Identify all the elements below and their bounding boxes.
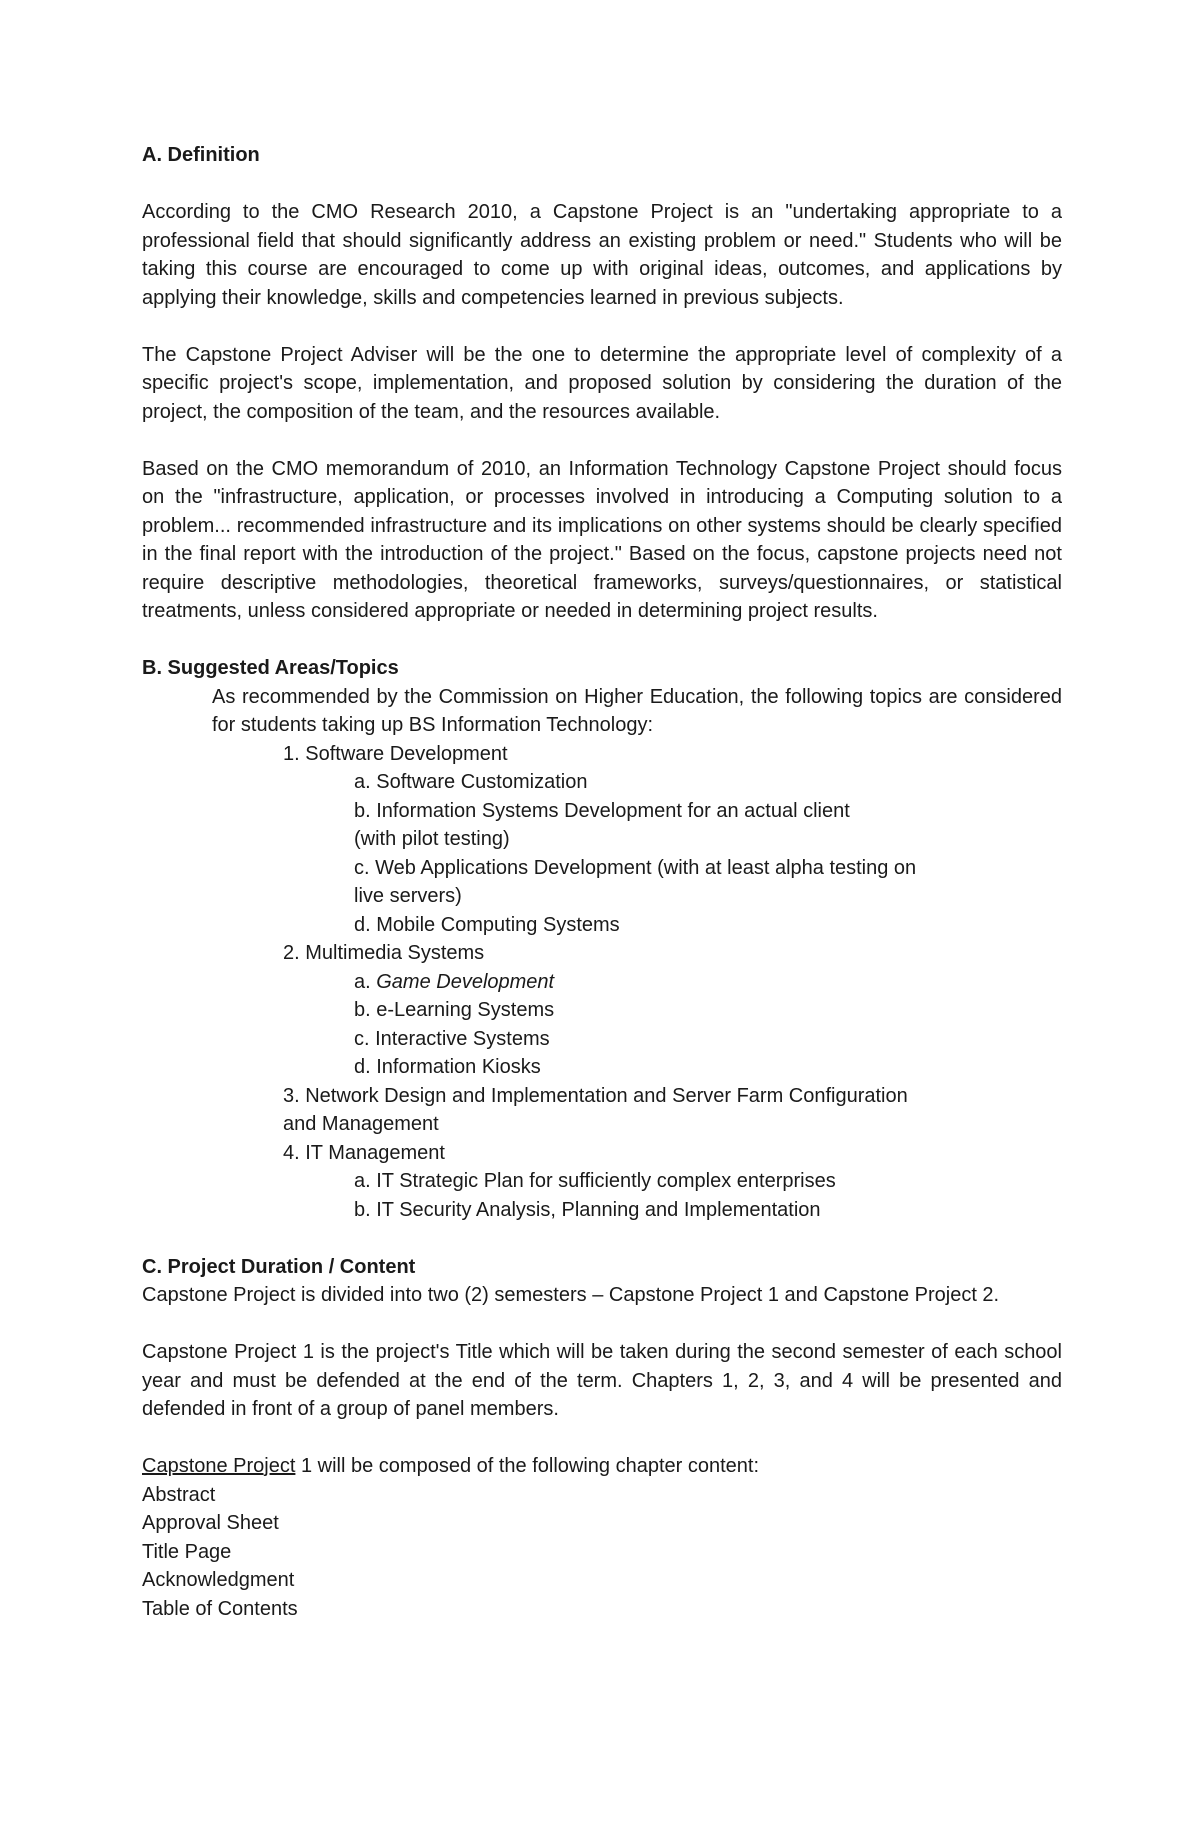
chapter-list: [142, 1481, 1062, 1624]
subtopic-item: a. Software Customization: [354, 771, 588, 793]
subtopic-item: c. Interactive Systems: [354, 1027, 550, 1050]
subtopic-item: b. Information Systems Development for an actual client: [354, 799, 850, 822]
chapter-item: Abstract: [142, 1483, 216, 1506]
composition-underlined: Capstone Project: [142, 1455, 296, 1477]
subtopic-item: d. Mobile Computing Systems: [354, 913, 620, 936]
section-b-heading: B. Suggested Areas/Topics: [142, 657, 399, 679]
subtopic-item: b. e-Learning Systems: [354, 999, 555, 1021]
subtopic-item: a. IT Strategic Plan for sufficiently complex enterprises: [354, 1170, 836, 1192]
composition-line: [142, 1452, 1062, 1481]
subtopic-item: d. Information Kiosks: [354, 1056, 541, 1078]
document-page: [142, 141, 1062, 1623]
chapter-item: Title Page: [142, 1540, 232, 1563]
section-a-paragraph-2: The Capstone Project Adviser will be the one to determine the appropriate level of complexity of a specific project's scope, implementation, and proposed solution by considering the duration of the project, the composition of the team, and the resources available.: [142, 343, 1062, 423]
subtopic-item: c. Web Applications Development (with at least alpha testing on live servers): [354, 856, 917, 907]
section-b-intro: As recommended by the Commission on Higher Education, the following topics are considered for students taking up BS Information Technology:: [212, 685, 1062, 736]
topic-item: 4. IT Management: [283, 1141, 445, 1164]
subtopic-prefix: a.: [354, 970, 377, 993]
section-c-heading: C. Project Duration / Content: [142, 1255, 416, 1278]
chapter-item: Table of Contents: [142, 1597, 298, 1620]
topic-item: 1. Software Development: [283, 742, 508, 765]
topic-item: 3. Network Design and Implementation and Server Farm Configuration and Management: [283, 1084, 908, 1135]
topic-item: 2. Multimedia Systems: [283, 942, 485, 964]
section-c-paragraph-2: Capstone Project 1 is the project's Title which will be taken during the second semester of each school year and must be defended at the end of the term. Chapters 1, 2, 3, and 4 will be presented and defended in front of a group of panel members.: [142, 1341, 1062, 1420]
subtopic-item: [142, 968, 1062, 997]
composition-rest: 1 will be composed of the following chapter content:: [295, 1455, 760, 1477]
subtopic-item: (with pilot testing): [354, 828, 510, 850]
subtopic-italic-text: Game Development: [376, 970, 555, 993]
subtopic-item: b. IT Security Analysis, Planning and Implementation: [354, 1198, 821, 1221]
section-a-paragraph-3: Based on the CMO memorandum of 2010, an Information Technology Capstone Project should focus on the "infrastructure, application, or processes involved in introducing a Computing solution to a problem... recommended infrastructure and its implications on other systems should be clearly specified in the final report with the introduction of the project." Based on the focus, capstone projects need not require descriptive methodologies, theoretical frameworks, surveys/questionnaires, or statistical treatments, unless considered appropriate or needed in determining project results.: [142, 457, 1062, 622]
section-a-heading: A. Definition: [142, 144, 260, 166]
section-a-paragraph-1: According to the CMO Research 2010, a Capstone Project is an "undertaking appropriate to a professional field that should significantly address an existing problem or need." Students who will be taking this course are encouraged to come up with original ideas, outcomes, and applications by applying their knowledge, skills and competencies learned in previous subjects.: [142, 201, 1062, 309]
section-c-paragraph-1: Capstone Project is divided into two (2) semesters – Capstone Project 1 and Capstone Project 2.: [142, 1284, 1000, 1306]
chapter-item: Approval Sheet: [142, 1512, 279, 1534]
topic-list: [142, 740, 1062, 1225]
chapter-item: Acknowledgment: [142, 1569, 295, 1591]
